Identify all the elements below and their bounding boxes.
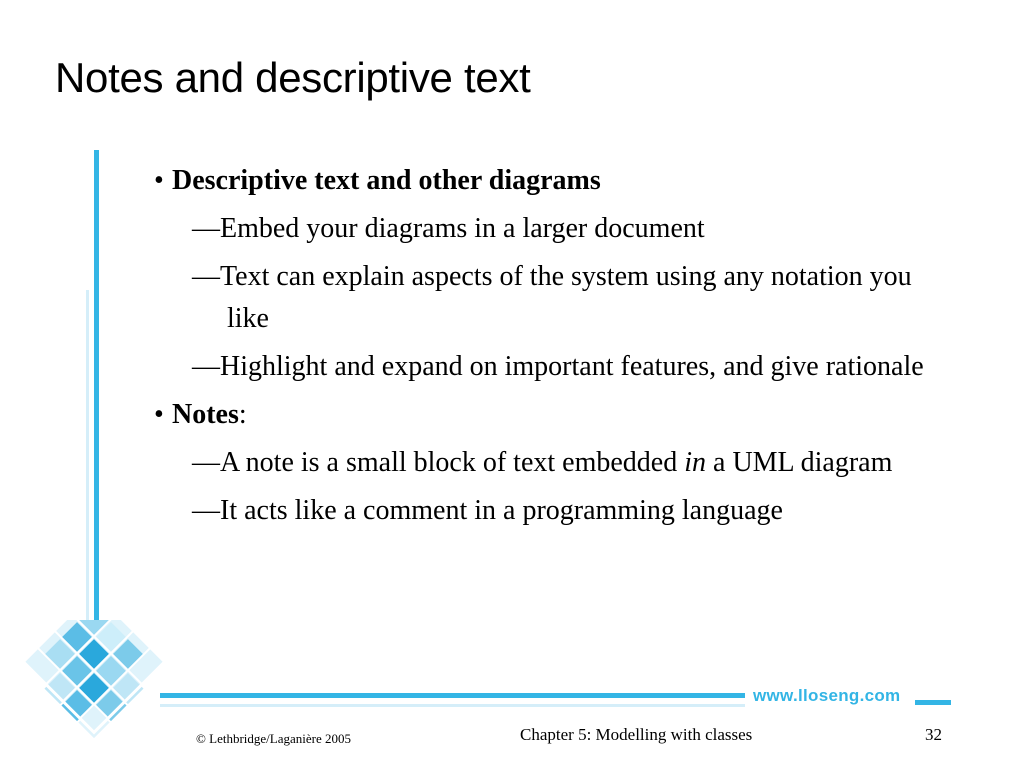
bottom-rule [160, 693, 745, 698]
diamond-mosaic-logo-icon [22, 620, 172, 750]
dash-marker: — [192, 447, 220, 478]
sub-item [150, 442, 950, 484]
sub-item [150, 256, 950, 340]
sub-item-text: Text can explain aspects of the system using any notation you like [220, 261, 912, 334]
bottom-rule-end [915, 700, 951, 705]
bullet-item [150, 394, 950, 442]
footer-copyright: © Lethbridge/Laganière 2005 [196, 731, 351, 746]
dash-marker: — [192, 213, 220, 244]
dash-marker: — [192, 261, 220, 292]
sub-item-text-after: a UML diagram [706, 447, 893, 478]
sub-item-emphasis: in [684, 447, 707, 478]
dash-marker: — [192, 351, 220, 382]
left-rule [94, 150, 99, 690]
bullet-suffix: : [238, 399, 247, 430]
sub-item-text: Embed your diagrams in a larger document [220, 213, 705, 244]
dash-marker: — [192, 495, 220, 526]
footer-page-number: 32 [925, 725, 942, 744]
slide-content [150, 160, 950, 538]
bullet-label: Descriptive text and other diagrams [172, 165, 601, 196]
sub-item [150, 346, 950, 388]
bottom-rule-shadow [160, 704, 745, 707]
sub-item [150, 490, 950, 532]
sub-item-text: Highlight and expand on important features, and give rationale [220, 351, 924, 382]
bullet-item [150, 160, 950, 208]
bullet-marker: • [154, 399, 164, 430]
sub-item-text: It acts like a comment in a programming language [220, 495, 783, 526]
footer-chapter: Chapter 5: Modelling with classes [520, 725, 753, 744]
slide-title: Notes and descriptive text [55, 54, 531, 101]
bullet-label: Notes [172, 399, 239, 430]
sub-item [150, 208, 950, 250]
site-url: www.lloseng.com [753, 686, 901, 705]
sub-item-text-before: A note is a small block of text embedded [220, 447, 685, 478]
bullet-marker: • [154, 165, 164, 196]
